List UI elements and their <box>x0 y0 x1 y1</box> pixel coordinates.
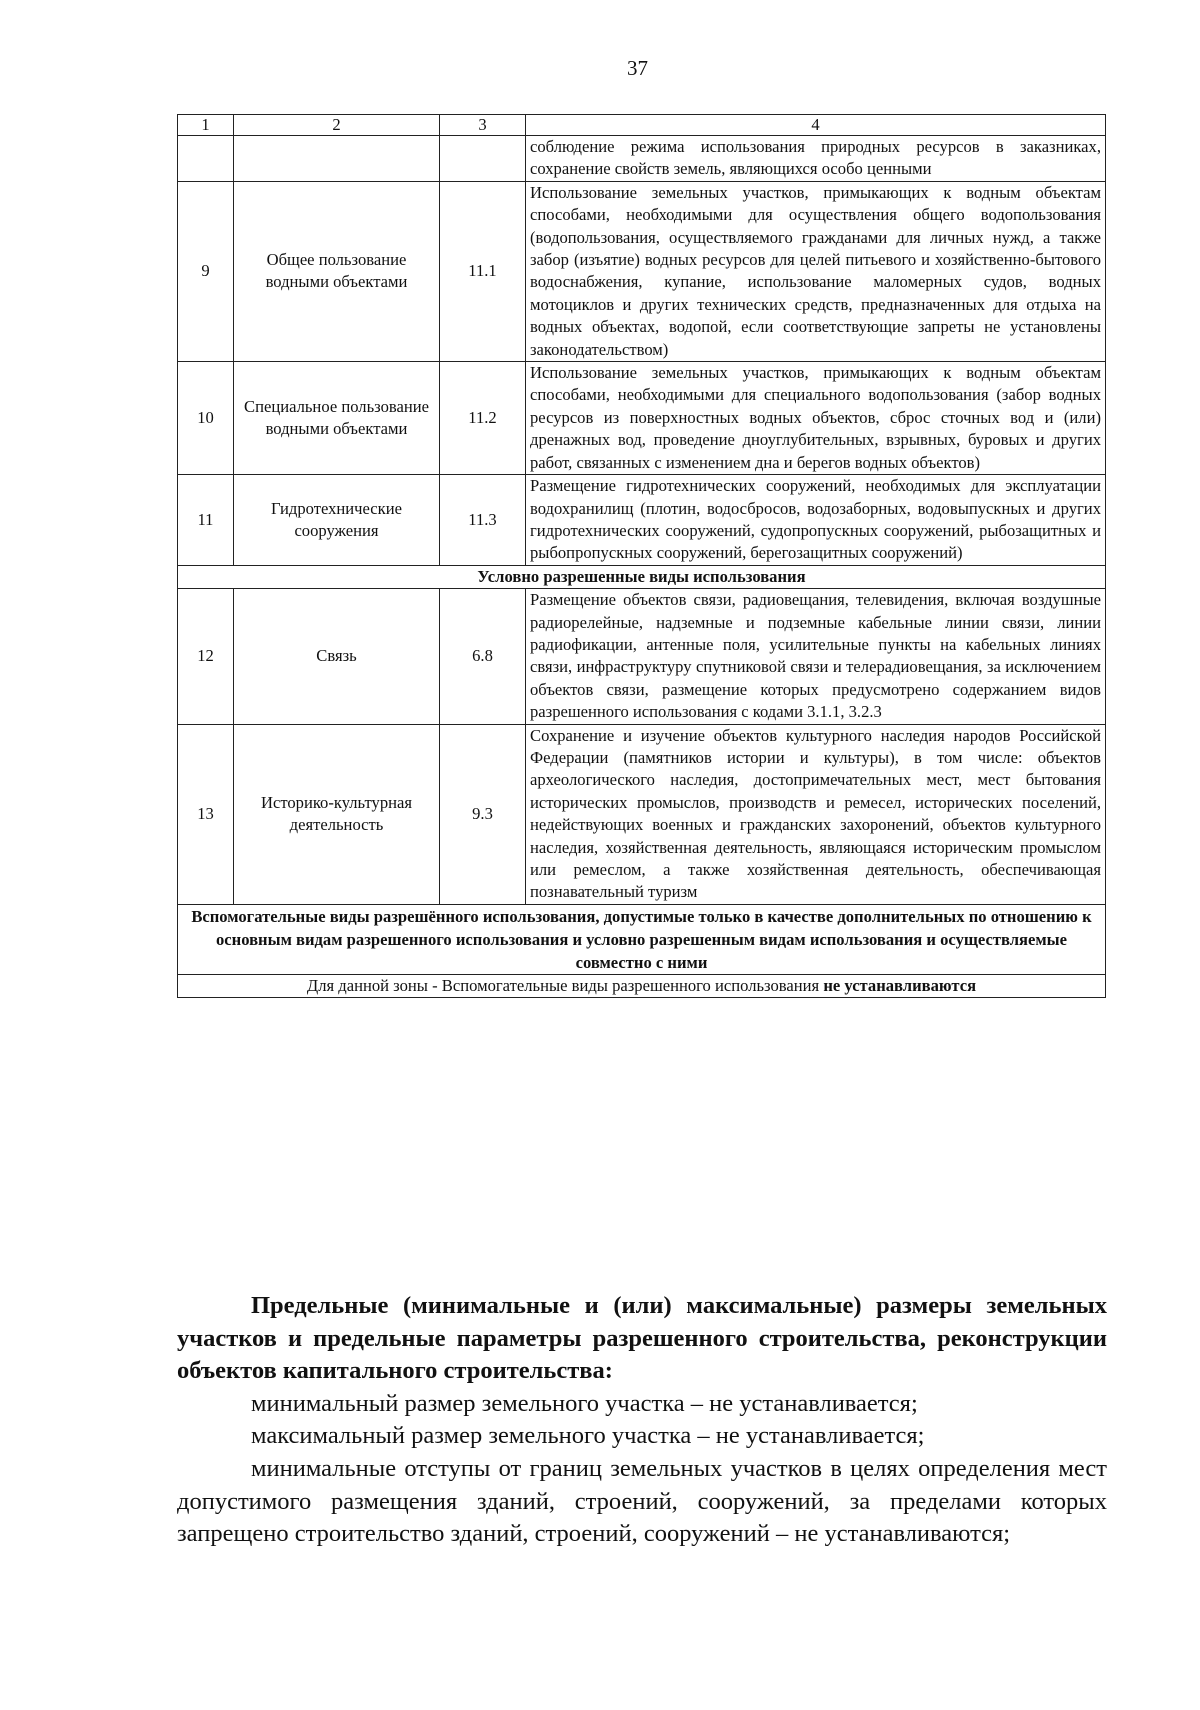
aux-note-row <box>178 974 1106 997</box>
row-use-name: Специальное пользование водными объектами <box>234 362 440 475</box>
table-row <box>178 724 1106 904</box>
row-number: 10 <box>178 362 234 475</box>
row-description: соблюдение режима использования природных ресурсов в заказниках, сохранение свойств земель, являющихся особо ценными <box>526 136 1106 182</box>
aux-note-emphasis: не устанавливаются <box>823 975 977 995</box>
header-cell: 2 <box>234 115 440 136</box>
page-number: 37 <box>627 56 648 80</box>
table-row <box>178 136 1106 182</box>
row-description: Размещение гидротехнических сооружений, необходимых для эксплуатации водохранилищ (плотин, водосбросов, водозаборных, водовыпускных и других гидротехнических сооружений, судопропускных сооружений, рыбозащитных и рыбопропускных сооружений, берегозащитных сооружений) <box>526 475 1106 566</box>
row-description: Использование земельных участков, примыкающих к водным объектам способами, необходимыми для осуществления общего водопользования (водопользования, осуществляемого гражданами для личных нужд, а также забор (изъятие) водных ресурсов для целей питьевого и хозяйственно-бытового водоснабжения, купание, использование маломерных судов, водных мотоциклов и других технических средств, предназначенных для отдыха на водных объектах, водопой, если соответствующие запреты не установлены законодательством) <box>526 181 1106 361</box>
row-description: Сохранение и изучение объектов культурного наследия народов Российской Федерации (памятников истории и культуры), в том числе: объектов археологического наследия, достопримечательных мест, мест бытования исторических промыслов, производств и ремесел, исторических поселений, недействующих военных и гражданских захоронений, объектов культурного наследия, хозяйственная деятельность, являющаяся историческим промыслом или ремеслом, а также хозяйственная деятельность, обеспечивающая познавательный туризм <box>526 724 1106 904</box>
row-code: 11.3 <box>440 475 526 566</box>
section-conditional-title: Условно разрешенные виды использования <box>178 565 1106 588</box>
row-number: 11 <box>178 475 234 566</box>
row-description: Использование земельных участков, примыкающих к водным объектам способами, необходимыми для специального водопользования (забор водных ресурсов из поверхностных водных объектов, сброс сточных вод и (или) дренажных вод, проведение дноуглубительных, взрывных, буровых и других работ, связанных с изменением дна и берегов водных объектов) <box>526 362 1106 475</box>
row-code: 9.3 <box>440 724 526 904</box>
section-auxiliary-title: Вспомогательные виды разрешённого использования, допустимые только в качестве дополнительных по отношению к основным видам разрешенного использования и условно разрешенным видам использования и осуществляемые совместно с ними <box>178 904 1106 974</box>
aux-note <box>178 974 1106 997</box>
body-paragraph: минимальные отступы от границ земельных участков в целях определения мест допустимого размещения зданий, строений, сооружений, за пределами которых запрещено строительство зданий, строений, сооружений – не устанавливаются; <box>177 1454 1107 1548</box>
row-code: 11.1 <box>440 181 526 361</box>
row-use-name: Историко-культурная деятельность <box>234 724 440 904</box>
body-paragraph: минимальный размер земельного участка – не устанавливается; <box>251 1389 918 1417</box>
section-header-row <box>178 904 1106 974</box>
row-description: Размещение объектов связи, радиовещания, телевидения, включая воздушные радиорелейные, надземные и подземные кабельные линии связи, линии радиофикации, антенные поля, усилительные пункты на кабельных линиях связи, инфраструктуру спутниковой связи и телерадиовещания, за исключением объектов связи, размещение которых предусмотрено содержанием видов разрешенного использования с кодами 3.1.1, 3.2.3 <box>526 589 1106 724</box>
aux-note-text: Для данной зоны - Вспомогательные виды разрешенного использования <box>306 975 824 995</box>
table-row <box>178 589 1106 724</box>
section-header-row <box>178 565 1106 588</box>
body-text <box>177 1290 1107 1551</box>
row-use-name: Гидротехнические сооружения <box>234 475 440 566</box>
land-use-table <box>177 114 1106 998</box>
row-code: 6.8 <box>440 589 526 724</box>
body-paragraph: максимальный размер земельного участка – не устанавливается; <box>251 1422 925 1450</box>
table-row <box>178 362 1106 475</box>
row-code: 11.2 <box>440 362 526 475</box>
table-header-row <box>178 115 1106 136</box>
table-row <box>178 475 1106 566</box>
row-use-name: Связь <box>234 589 440 724</box>
row-number: 12 <box>178 589 234 724</box>
row-number: 13 <box>178 724 234 904</box>
row-number: 9 <box>178 181 234 361</box>
parameters-heading: Предельные (минимальные и (или) максимальные) размеры земельных участков и предельные параметры разрешенного строительства, реконструкции объектов капитального строительства: <box>177 1292 1107 1385</box>
header-cell: 3 <box>440 115 526 136</box>
header-cell: 4 <box>526 115 1106 136</box>
row-use-name: Общее пользование водными объектами <box>234 181 440 361</box>
table-row <box>178 181 1106 361</box>
header-cell: 1 <box>178 115 234 136</box>
